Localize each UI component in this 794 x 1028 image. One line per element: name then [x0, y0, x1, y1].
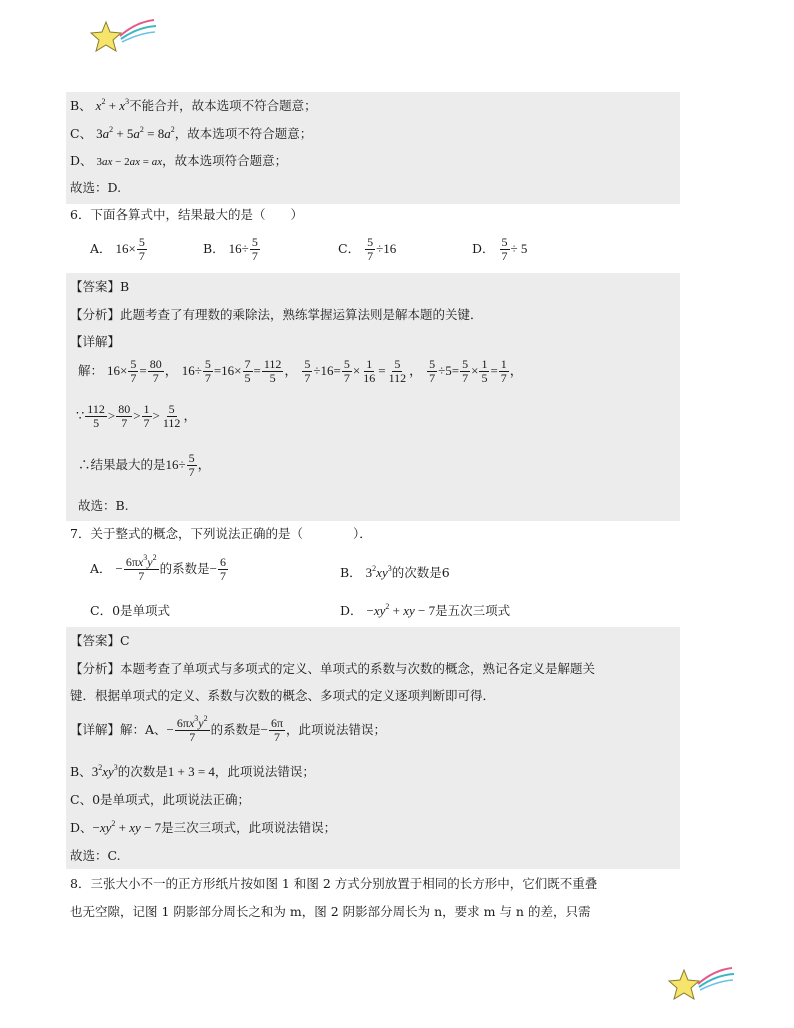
q7-detail-c: C、0是单项式，此项说法正确； — [70, 792, 251, 807]
q6-detail-label: 【详解】 — [70, 334, 121, 349]
q7-option-c: C．0是单项式 — [90, 603, 171, 618]
q8-stem-line-2: 也无空隙，记图 1 阴影部分周长之和为 m，图 2 阴影部分周长为 n，要求 m 与 n 的差，只需 — [70, 904, 591, 919]
q7-option-b: B． $3^2xy^3$的次数是6 — [340, 564, 450, 580]
q7-answer: 【答案】C — [70, 633, 130, 648]
q6-option-d: D． $\frac{5}{7}$ ÷ 5 — [472, 235, 528, 263]
prev-option-b: B、 $x^2 + x^3$不能合并，故本选项不符合题意； — [70, 97, 317, 113]
q6-option-c: C． $\frac{5}{7}$ ÷16 — [338, 235, 397, 263]
q8-stem-line-1: 8．三张大小不一的正方形纸片按如图 1 和图 2 方式分别放置于相同的长方形中，它们既不重叠 — [70, 876, 598, 891]
prev-conclusion: 故选：D. — [70, 180, 122, 195]
q7-detail-d: D、$-xy^2$ + xy − 7是三次三项式，此项说法错误； — [70, 819, 337, 835]
q6-comparison: ∵ $\frac{112}{5}$ > $\frac{80}{7}$ > $\frac{1}{7}$ > $\frac{5}{112}$ ， — [76, 402, 197, 430]
star-with-streaks-icon — [666, 962, 736, 1006]
q7-analysis-line-2: 键．根据单项式的定义、系数与次数的概念、多项式的定义逐项判断即可得． — [70, 688, 496, 703]
q6-therefore: ∴结果最大的是16÷ $\frac{5}{7}$ ， — [78, 451, 211, 479]
q7-stem: 7．关于整式的概念，下列说法正确的是（ ）． — [70, 526, 372, 541]
q6-analysis: 【分析】此题考查了有理数的乘除法，熟练掌握运算法则是解本题的关键． — [70, 307, 483, 322]
q7-conclusion: 故选：C. — [70, 848, 121, 863]
q7-option-d: D． $-xy^2$ + xy − 7是五次三项式 — [340, 602, 511, 618]
star-with-streaks-icon — [88, 14, 158, 58]
q7-detail-a: 【详解】解：A、− $\frac{6\pi x^3y^2}{7}$ 的系数是− $\frac{6\pi}{7}$ ，此项说法错误； — [70, 714, 387, 744]
q7-analysis-line-1: 【分析】本题考查了单项式与多项式的定义、单项式的系数与次数的概念，熟记各定义是解题关 — [70, 661, 596, 676]
prev-option-d: D、 3ax − 2ax = ax，故本选项符合题意； — [70, 153, 288, 168]
prev-option-c: C、 $3a^2 + 5a^2 = 8a^2$，故本选项不符合题意； — [70, 125, 313, 141]
q6-conclusion: 故选：B. — [78, 498, 129, 513]
q6-stem: 6．下面各算式中，结果最大的是（ ） — [70, 207, 303, 222]
q6-detail-calculation: 解： 16× $\frac{5}{7}$ = $\frac{80}{7}$ ， 16÷ $\frac{5}{7}$ =16× $\frac{7}{5}$ = $\frac{112}{5}$ ， $\frac{5}{7}$ ÷16= $\frac{5}{7}$ × $\frac{1}{16}$ = $\frac{5}{112}$ ， $\frac{5}{7}$ ÷5= $\frac{5}{7}$ × $\frac{1}{5}$ = $\frac{1}{7}$ ， — [78, 357, 523, 385]
q7-detail-b: B、$3^2xy^3$的次数是1 + 3 = 4，此项说法错误； — [70, 763, 315, 779]
q6-answer: 【答案】B — [70, 279, 130, 294]
q7-option-a: A． − $\frac{6\pi x^3y^2}{7}$ 的系数是− $\frac{6}{7}$ — [90, 553, 226, 583]
q6-option-b: B． 16÷ $\frac{5}{7}$ — [203, 235, 258, 263]
q6-option-a: A． 16× $\frac{5}{7}$ — [90, 235, 145, 263]
